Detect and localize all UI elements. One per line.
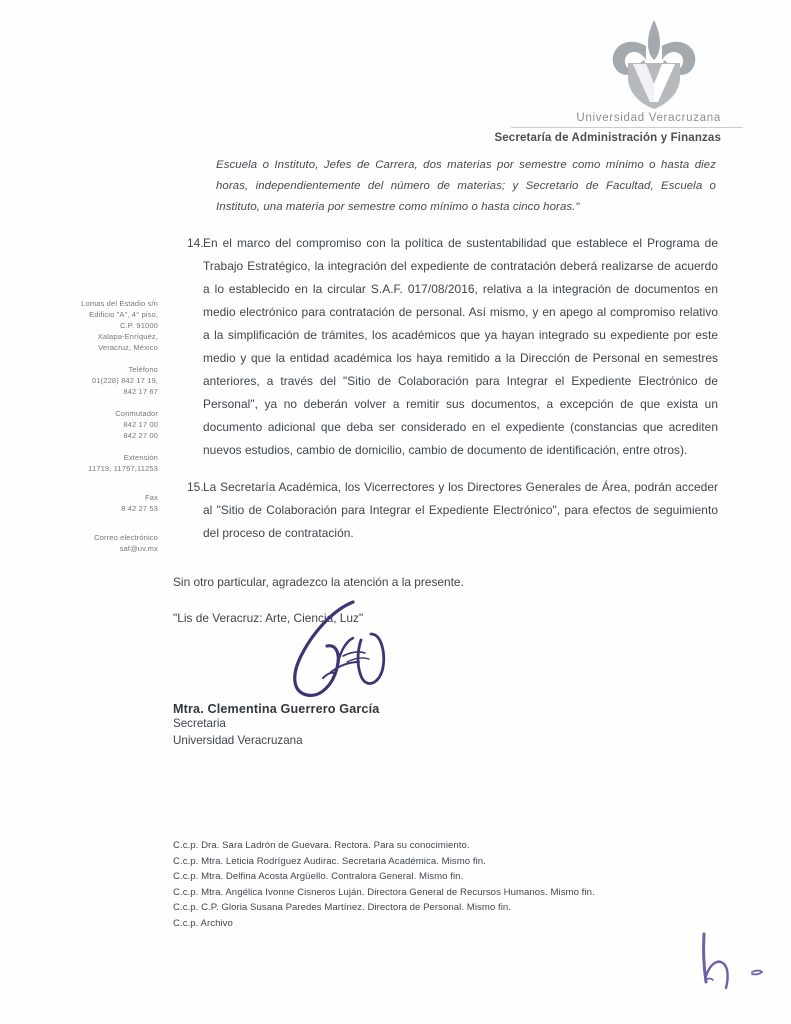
address-line: Veracruz, México [98,343,158,352]
item-text: La Secretaría Académica, los Vicerrectores y los Directores Generales de Área, podrán acceder al "Sitio de Colaboración para Integrar el Expediente Electrónico", para efectos de seguimiento del proceso de contratación. [203,479,718,540]
sidebar-email-block [28,532,158,554]
switchboard-value: 842 27 00 [123,431,158,440]
quoted-paragraph: Escuela o Instituto, Jefes de Carrera, dos materias por semestre como mínimo o hasta diez horas, independientemente del número de materias; y Secretario de Facultad, Escuela o Instituto, una materia por semestre como mínimo o hasta cinco horas." [216,159,716,214]
phone-label: Teléfono [128,365,158,374]
department-name: Secretaría de Administración y Finanzas [494,132,721,144]
extension-value: 11719, 11767,11253 [88,464,158,473]
logo-container [403,18,708,110]
signature-block [173,596,573,750]
fax-label: Fax [145,493,158,502]
item-number: 15. [187,479,204,494]
numbered-item-15 [173,476,718,545]
signer-institution: Universidad Veracruzana [173,733,303,747]
sidebar-address-block [28,298,158,353]
ccp-line: C.c.p. Mtra. Delfina Acosta Argüello. Contralora General. Mismo fin. [173,871,464,883]
ccp-line: C.c.p. Archivo [173,917,233,929]
handwritten-initial-mark-icon [694,930,774,1005]
closing-line: Sin otro particular, agradezco la atención a la presente. [173,574,464,589]
switchboard-label: Conmutador [115,409,158,418]
item-text: En el marco del compromiso con la política de sustentabilidad que establece el Programa de Trabajo Estratégico, la integración del expediente de contratación deberá realizarse de acuerdo a lo establecido en la circular S.A.F. 017/08/2016, relativa a la integración de documentos en medio electrónico para contratación de personal. Así mismo, y en apego al compromiso relativo a la simplificación de trámites, los académicos que ya hayan integrado su expediente por este medio y que la entidad académica los haya remitido a la Dirección de Personal en semestres anteriores, a través del "Sitio de Colaboración para Integrar el Expediente Electrónico de Personal", ya no deberán volver a remitir sus documentos, a excepción de que exista un documento adicional que deba ser considerado en el expediente (constancias que acrediten nuevos estudios, cambio de domicilio, cambio de documento de identificación, entre otros). [203,236,718,457]
item-number: 14. [187,236,204,251]
address-line: C.P. 91000 [119,321,158,330]
ccp-line: C.c.p. C.P. Gloria Susana Paredes Martínez. Directora de Personal. Mismo fin. [173,902,511,914]
phone-value: 01(228) 842 17 19, [92,376,158,385]
sidebar-switchboard-block [28,408,158,441]
letterhead-header [403,18,743,144]
handwritten-signature-icon [261,596,573,706]
fax-value: 8 42 27 53 [121,504,158,513]
email-label: Correo electrónico [94,533,158,542]
extension-label: Extensión [123,453,158,462]
numbered-item-14 [173,232,718,462]
email-value: saf@uv.mx [119,544,158,553]
switchboard-value: 842 17 00 [123,420,158,429]
letter-body [173,155,718,625]
contact-sidebar [28,298,158,565]
phone-value: 842 17 67 [123,387,158,396]
ccp-list [173,838,733,931]
address-line: Lomas del Estadio s/n [81,299,158,308]
fleur-de-lis-v-logo-icon [600,18,708,110]
address-line: Xalapa-Enríquez, [97,332,158,341]
address-line: Edificio "A", 4° piso, [89,310,158,319]
ccp-line: C.c.p. Dra. Sara Ladrón de Guevara. Rectora. Para su conocimiento. [173,840,470,851]
signer-name: Mtra. Clementina Guerrero García [173,702,380,716]
institutional-motto: "Lis de Veracruz: Arte, Ciencia, Luz" [173,611,364,626]
sidebar-phone-block [28,364,158,397]
ccp-line: C.c.p. Mtra. Leticia Rodríguez Audirac. Secretaria Académica. Mismo fin. [173,855,486,867]
header-divider [511,127,743,128]
sidebar-fax-block [28,492,158,514]
ccp-line: C.c.p. Mtra. Angélica Ivonne Cisneros Luján. Directora General de Recursos Humanos. Mismo fin. [173,886,595,898]
signer-role: Secretaria [173,717,226,730]
university-name: Universidad Veracruzana [576,112,721,124]
sidebar-extension-block [28,452,158,474]
